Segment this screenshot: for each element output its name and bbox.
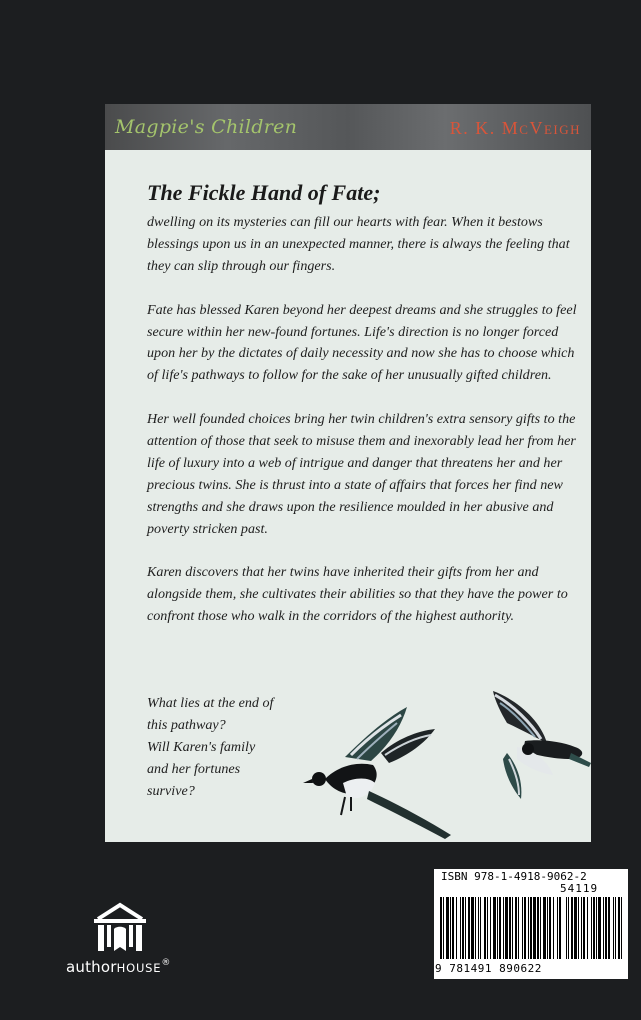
barcode-bar xyxy=(530,897,532,959)
barcode-bar xyxy=(460,897,461,959)
barcode-bar xyxy=(503,897,504,959)
barcode-bar xyxy=(512,897,513,959)
barcode-bar xyxy=(450,897,451,959)
barcode-bar xyxy=(608,897,610,959)
barcode-bar xyxy=(603,897,604,959)
barcode-bar xyxy=(543,897,546,959)
barcode-bar xyxy=(618,897,620,959)
barcode-bar xyxy=(547,897,548,959)
barcode-bars xyxy=(438,897,624,961)
series-title: Magpie's Children xyxy=(115,116,298,138)
blurb-paragraph: Her well founded choices bring her twin children's extra sensory gifts to the attention of those that seek to misuse them and inexorably lead her from her life of luxury into a web of intrigue and danger that threatens her and her precious twins. She is thrust into a state of affairs that forces her find new strengths and she draws upon the resilience moulded in her abusive and poverty stricken past. xyxy=(147,411,576,537)
isbn-barcode xyxy=(434,869,628,979)
barcode-bar xyxy=(465,897,466,959)
blurb-headline: The Fickle Hand of Fate; xyxy=(147,180,381,205)
closing-line: What lies at the end of xyxy=(147,695,274,711)
barcode-bar xyxy=(583,897,585,959)
barcode-bar xyxy=(557,897,558,959)
publisher-name: authorHOUSE® xyxy=(66,958,171,976)
barcode-bar xyxy=(591,897,592,959)
barcode-bar xyxy=(490,897,491,959)
barcode-bar xyxy=(621,897,622,959)
barcode-bar xyxy=(524,897,526,959)
barcode-bar xyxy=(587,897,588,959)
barcode-bar xyxy=(566,897,567,959)
barcode-bar xyxy=(615,897,616,959)
back-cover-panel xyxy=(105,104,591,842)
blurb-body xyxy=(147,212,583,650)
barcode-bar xyxy=(452,897,454,959)
barcode-bar xyxy=(468,897,470,959)
barcode-bar xyxy=(475,897,476,959)
barcode-bar xyxy=(533,897,536,959)
magpie-icon xyxy=(493,691,591,799)
isbn-label: ISBN 978-1-4918-9062-2 xyxy=(441,870,587,883)
barcode-bar xyxy=(480,897,481,959)
barcode-bar xyxy=(505,897,508,959)
barcode-bar xyxy=(499,897,501,959)
barcode-bar xyxy=(574,897,577,959)
barcode-bar xyxy=(553,897,554,959)
barcode-bar xyxy=(568,897,569,959)
magpie-icon xyxy=(303,707,451,839)
barcode-bar xyxy=(522,897,523,959)
barcode-bar xyxy=(540,897,541,959)
isbn-digits: 9 781491 890622 xyxy=(435,962,542,975)
barcode-bar xyxy=(518,897,519,959)
barcode-bar xyxy=(446,897,449,959)
barcode-bar xyxy=(605,897,607,959)
barcode-bar xyxy=(471,897,474,959)
barcode-bar xyxy=(484,897,486,959)
barcode-bar xyxy=(559,897,561,959)
closing-line: Will Karen's family xyxy=(147,738,256,755)
barcode-bar xyxy=(571,897,573,959)
magpies-illustration xyxy=(285,679,591,842)
barcode-bar xyxy=(578,897,579,959)
closing-line: survive? xyxy=(147,782,195,799)
barcode-bar xyxy=(581,897,582,959)
barcode-bar xyxy=(528,897,529,959)
barcode-bar xyxy=(487,897,488,959)
barcode-bar xyxy=(497,897,498,959)
barcode-bar xyxy=(440,897,442,959)
barcode-bar xyxy=(549,897,551,959)
header-band xyxy=(105,104,591,150)
price-code: 54119 xyxy=(560,882,599,895)
barcode-bar xyxy=(493,897,496,959)
barcode-bar xyxy=(596,897,597,959)
barcode-bar xyxy=(456,897,457,959)
barcode-bar xyxy=(613,897,614,959)
barcode-bar xyxy=(509,897,511,959)
barcode-bar xyxy=(462,897,464,959)
barcode-bar xyxy=(443,897,444,959)
barcode-bar xyxy=(593,897,595,959)
blurb-paragraph: Fate has blessed Karen beyond her deepest dreams and she struggles to feel secure within her new-found fortunes. Life's direction is no longer forced upon her by the dictates of daily necessity and now she has to choose which of life's pathways to follow for the sake of her unusually gifted children. xyxy=(147,301,577,384)
closing-line: this pathway? xyxy=(147,716,226,733)
barcode-bar xyxy=(598,897,601,959)
closing-line: and her fortunes xyxy=(147,760,241,777)
barcode-bar xyxy=(478,897,479,959)
barcode-bar xyxy=(515,897,517,959)
blurb-closing xyxy=(147,693,307,803)
barcode-bar xyxy=(537,897,539,959)
blurb-paragraph: Karen discovers that her twins have inherited their gifts from her and alongside them, she cultivates their abilities so that they have the power to confront those who walk in the corridors of the highest authority. xyxy=(147,564,568,625)
blurb-paragraph: dwelling on its mysteries can fill our hearts with fear. When it bestows blessings upon us in an unexpected manner, there is always the feeling that they can slip through our fingers. xyxy=(147,214,570,274)
author-name: R. K. McVeigh xyxy=(449,118,581,138)
